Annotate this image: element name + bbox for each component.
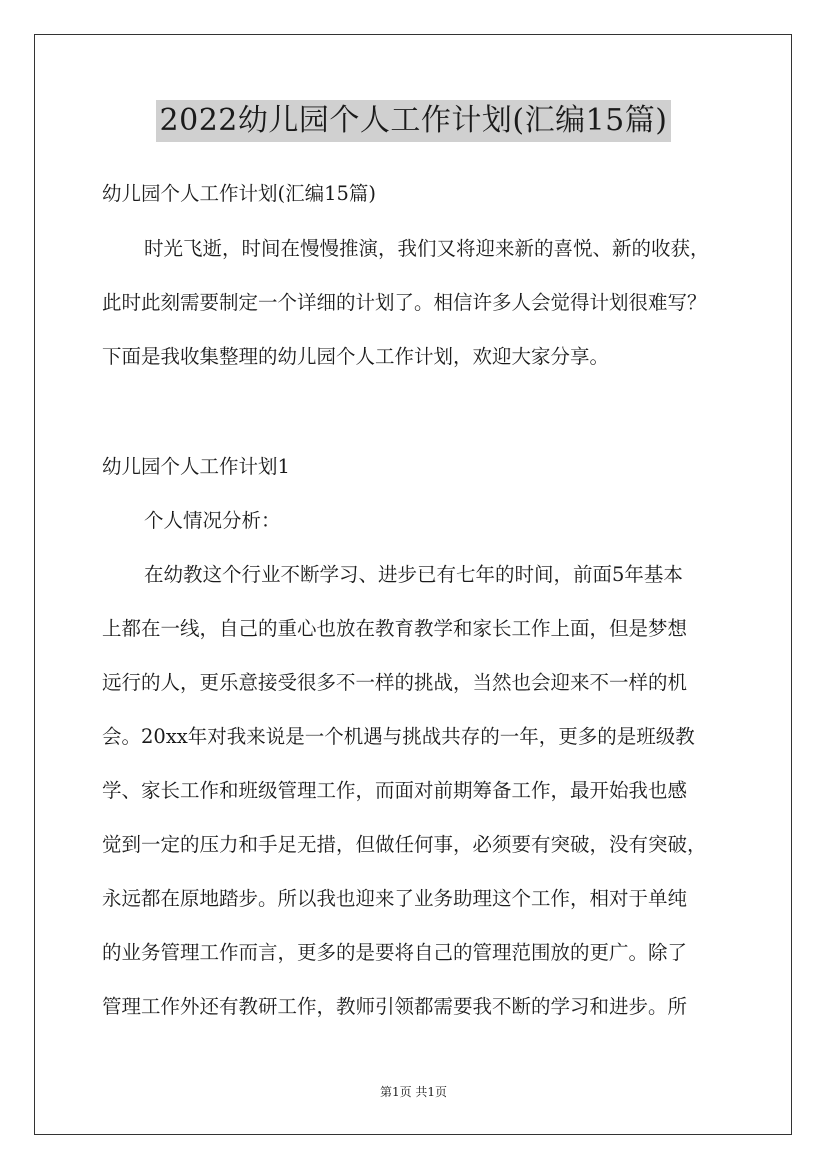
body-line: 管理工作外还有教研工作，教师引领都需要我不断的学习和进步。所: [102, 995, 688, 1018]
document-subtitle: 幼儿园个人工作计划(汇编15篇): [102, 182, 377, 205]
body-line: 觉到一定的压力和手足无措，但做任何事，必须要有突破，没有突破，: [102, 833, 707, 856]
body-line: 远行的人，更乐意接受很多不一样的挑战，当然也会迎来不一样的机: [102, 671, 688, 694]
intro-line: 时光飞逝，时间在慢慢推演，我们又将迎来新的喜悦、新的收获，: [144, 237, 710, 260]
section-heading: 幼儿园个人工作计划1: [102, 455, 290, 478]
body-line: 永远都在原地踏步。所以我也迎来了业务助理这个工作，相对于单纯: [102, 887, 688, 910]
intro-line: 此时此刻需要制定一个详细的计划了。相信许多人会觉得计划很难写？: [102, 291, 707, 314]
intro-line: 下面是我收集整理的幼儿园个人工作计划，欢迎大家分享。: [102, 345, 610, 368]
analysis-label: 个人情况分析：: [144, 509, 281, 532]
body-line: 学、家长工作和班级管理工作，而面对前期筹备工作，最开始我也感: [102, 779, 688, 802]
page-number-footer: 第1页 共1页: [379, 1085, 448, 1099]
document-title: 2022幼儿园个人工作计划(汇编15篇): [156, 100, 672, 142]
body-line: 的业务管理工作而言，更多的是要将自己的管理范围放的更广。除了: [102, 941, 688, 964]
body-line: 上都在一线，自己的重心也放在教育教学和家长工作上面，但是梦想: [102, 617, 688, 640]
body-line: 在幼教这个行业不断学习、进步已有七年的时间，前面5年基本: [144, 563, 683, 586]
body-line: 会。20xx年对我来说是一个机遇与挑战共存的一年，更多的是班级教: [102, 725, 695, 748]
title-container: [0, 100, 827, 142]
